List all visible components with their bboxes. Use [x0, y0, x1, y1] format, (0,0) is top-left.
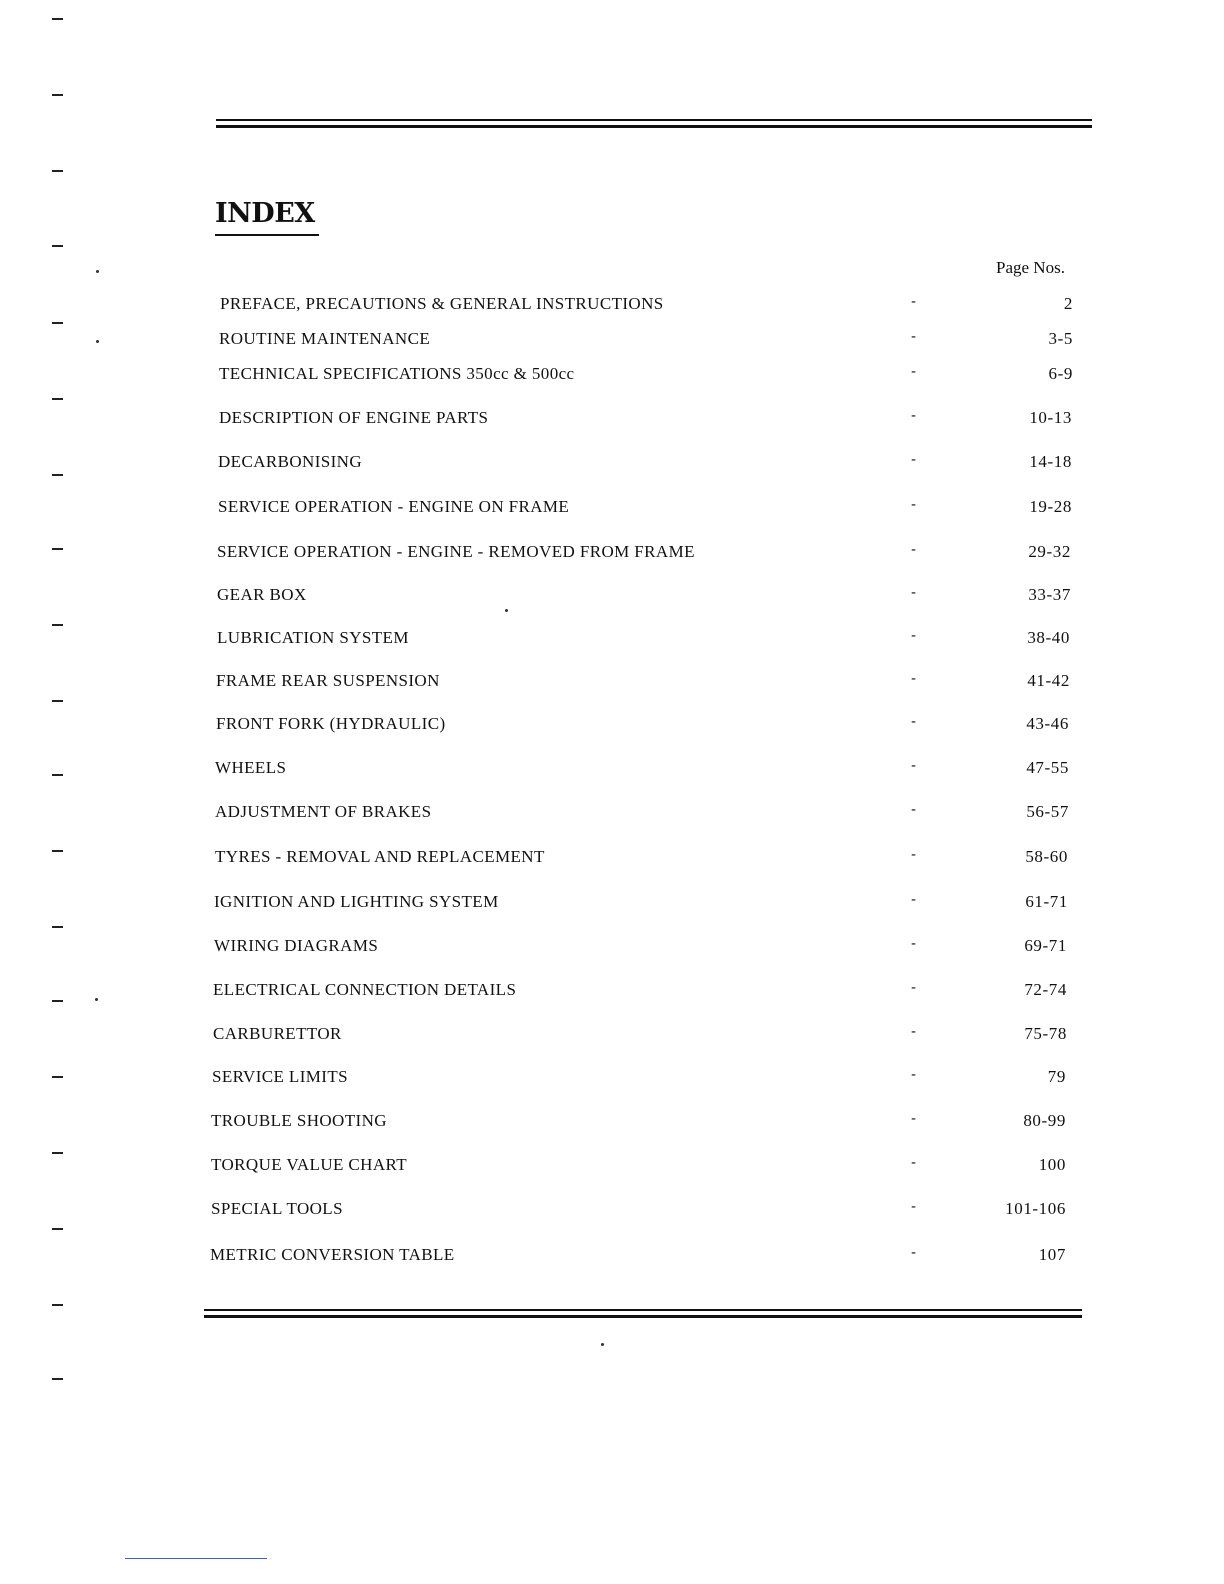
index-entry: [0, 497, 1224, 521]
entry-pages: 47-55: [1026, 758, 1069, 777]
index-entry: [0, 936, 1224, 960]
entry-pages: 43-46: [1026, 714, 1069, 733]
entry-pages: 107: [1038, 1245, 1066, 1264]
entry-pages: 14-18: [1029, 452, 1072, 471]
entry-pages: 10-13: [1029, 408, 1072, 427]
entry-separator: -: [911, 1024, 917, 1040]
entry-separator: -: [911, 408, 917, 424]
entry-separator: -: [911, 542, 917, 558]
entry-title: LUBRICATION SYSTEM: [217, 628, 409, 647]
margin-tick: [52, 1378, 63, 1380]
entry-title: DECARBONISING: [218, 452, 363, 471]
margin-tick: [52, 1228, 63, 1230]
entry-pages: 41-42: [1027, 671, 1070, 690]
index-entry: [0, 1067, 1224, 1091]
entry-separator: -: [911, 936, 917, 952]
entry-separator: -: [911, 1155, 917, 1171]
entry-title: ROUTINE MAINTENANCE: [219, 329, 431, 348]
entry-separator: -: [911, 452, 917, 468]
index-entry: [0, 452, 1224, 476]
margin-tick: [52, 1152, 63, 1154]
index-entry: [0, 1199, 1224, 1223]
entry-title: DESCRIPTION OF ENGINE PARTS: [219, 408, 489, 427]
entry-pages: 61-71: [1025, 892, 1068, 911]
entry-pages: 75-78: [1024, 1024, 1067, 1043]
index-entry: [0, 329, 1224, 353]
index-entry: [0, 585, 1224, 609]
index-entry: [0, 1155, 1224, 1179]
top-double-rule: [216, 119, 1092, 128]
entry-pages: 38-40: [1027, 628, 1070, 647]
margin-tick: [52, 398, 63, 400]
entry-separator: -: [911, 1245, 917, 1261]
index-entry: [0, 542, 1224, 566]
index-entry: [0, 980, 1224, 1004]
index-entry: [0, 1245, 1224, 1269]
page-title: INDEX: [215, 198, 315, 229]
entry-title: TECHNICAL SPECIFICATIONS 350cc & 500cc: [219, 364, 575, 383]
entry-pages: 80-99: [1023, 1111, 1066, 1130]
scan-speck: [96, 270, 99, 273]
margin-tick: [52, 322, 63, 324]
index-entry: [0, 1111, 1224, 1135]
entry-title: CARBURETTOR: [213, 1024, 342, 1043]
title-underline: [215, 234, 319, 236]
entry-pages: 58-60: [1025, 847, 1068, 866]
entry-separator: -: [911, 364, 917, 380]
entry-title: TYRES - REMOVAL AND REPLACEMENT: [215, 847, 545, 866]
index-entry: [0, 1024, 1224, 1048]
entry-separator: -: [911, 1199, 917, 1215]
index-entry: [0, 408, 1224, 432]
bottom-double-rule: [204, 1309, 1082, 1318]
entry-separator: -: [911, 671, 917, 687]
entry-separator: -: [911, 585, 917, 601]
margin-tick: [52, 624, 63, 626]
entry-title: WHEELS: [215, 758, 287, 777]
bottom-blue-line: [125, 1558, 267, 1559]
entry-title: SERVICE OPERATION - ENGINE ON FRAME: [218, 497, 570, 516]
entry-title: SPECIAL TOOLS: [211, 1199, 343, 1218]
entry-title: IGNITION AND LIGHTING SYSTEM: [214, 892, 499, 911]
entry-separator: -: [911, 847, 917, 863]
entry-separator: -: [911, 294, 917, 310]
margin-tick: [52, 94, 63, 96]
entry-title: SERVICE OPERATION - ENGINE - REMOVED FROM FRAME: [217, 542, 695, 561]
entry-pages: 72-74: [1024, 980, 1067, 999]
entry-pages: 69-71: [1024, 936, 1067, 955]
entry-title: ADJUSTMENT OF BRAKES: [215, 802, 432, 821]
entry-title: METRIC CONVERSION TABLE: [210, 1245, 455, 1264]
index-entry: [0, 714, 1224, 738]
margin-tick: [52, 1304, 63, 1306]
index-entry: [0, 847, 1224, 871]
entry-title: PREFACE, PRECAUTIONS & GENERAL INSTRUCTIONS: [220, 294, 664, 313]
entry-title: FRONT FORK (HYDRAULIC): [216, 714, 446, 733]
entry-separator: -: [911, 980, 917, 996]
entry-separator: -: [911, 497, 917, 513]
index-entry: [0, 628, 1224, 652]
margin-tick: [52, 170, 63, 172]
entry-pages: 33-37: [1028, 585, 1071, 604]
entry-title: GEAR BOX: [217, 585, 307, 604]
index-entry: [0, 671, 1224, 695]
entry-separator: -: [911, 758, 917, 774]
scan-speck: [601, 1343, 604, 1346]
entry-separator: -: [911, 1111, 917, 1127]
index-entry: [0, 802, 1224, 826]
entry-separator: -: [911, 329, 917, 345]
entry-pages: 56-57: [1026, 802, 1069, 821]
scan-speck: [505, 609, 508, 612]
margin-tick: [52, 18, 63, 20]
margin-tick: [52, 926, 63, 928]
entry-separator: -: [911, 892, 917, 908]
index-entry: [0, 294, 1224, 318]
entry-pages: 101-106: [1005, 1199, 1066, 1218]
entry-separator: -: [911, 1067, 917, 1083]
entry-title: WIRING DIAGRAMS: [214, 936, 379, 955]
entry-separator: -: [911, 628, 917, 644]
entry-pages: 2: [1063, 294, 1073, 313]
entry-pages: 19-28: [1029, 497, 1072, 516]
entry-pages: 29-32: [1028, 542, 1071, 561]
entry-title: TORQUE VALUE CHART: [211, 1155, 408, 1174]
entry-title: ELECTRICAL CONNECTION DETAILS: [213, 980, 517, 999]
entry-separator: -: [911, 714, 917, 730]
entry-separator: -: [911, 802, 917, 818]
entry-pages: 79: [1047, 1067, 1066, 1086]
page-numbers-header: Page Nos.: [996, 258, 1065, 277]
entry-pages: 6-9: [1048, 364, 1073, 383]
entry-title: FRAME REAR SUSPENSION: [216, 671, 440, 690]
entry-pages: 100: [1038, 1155, 1066, 1174]
margin-tick: [52, 700, 63, 702]
entry-title: TROUBLE SHOOTING: [211, 1111, 387, 1130]
index-entry: [0, 758, 1224, 782]
margin-tick: [52, 245, 63, 247]
entry-pages: 3-5: [1048, 329, 1073, 348]
index-entry: [0, 892, 1224, 916]
entry-title: SERVICE LIMITS: [212, 1067, 348, 1086]
index-entry: [0, 364, 1224, 388]
